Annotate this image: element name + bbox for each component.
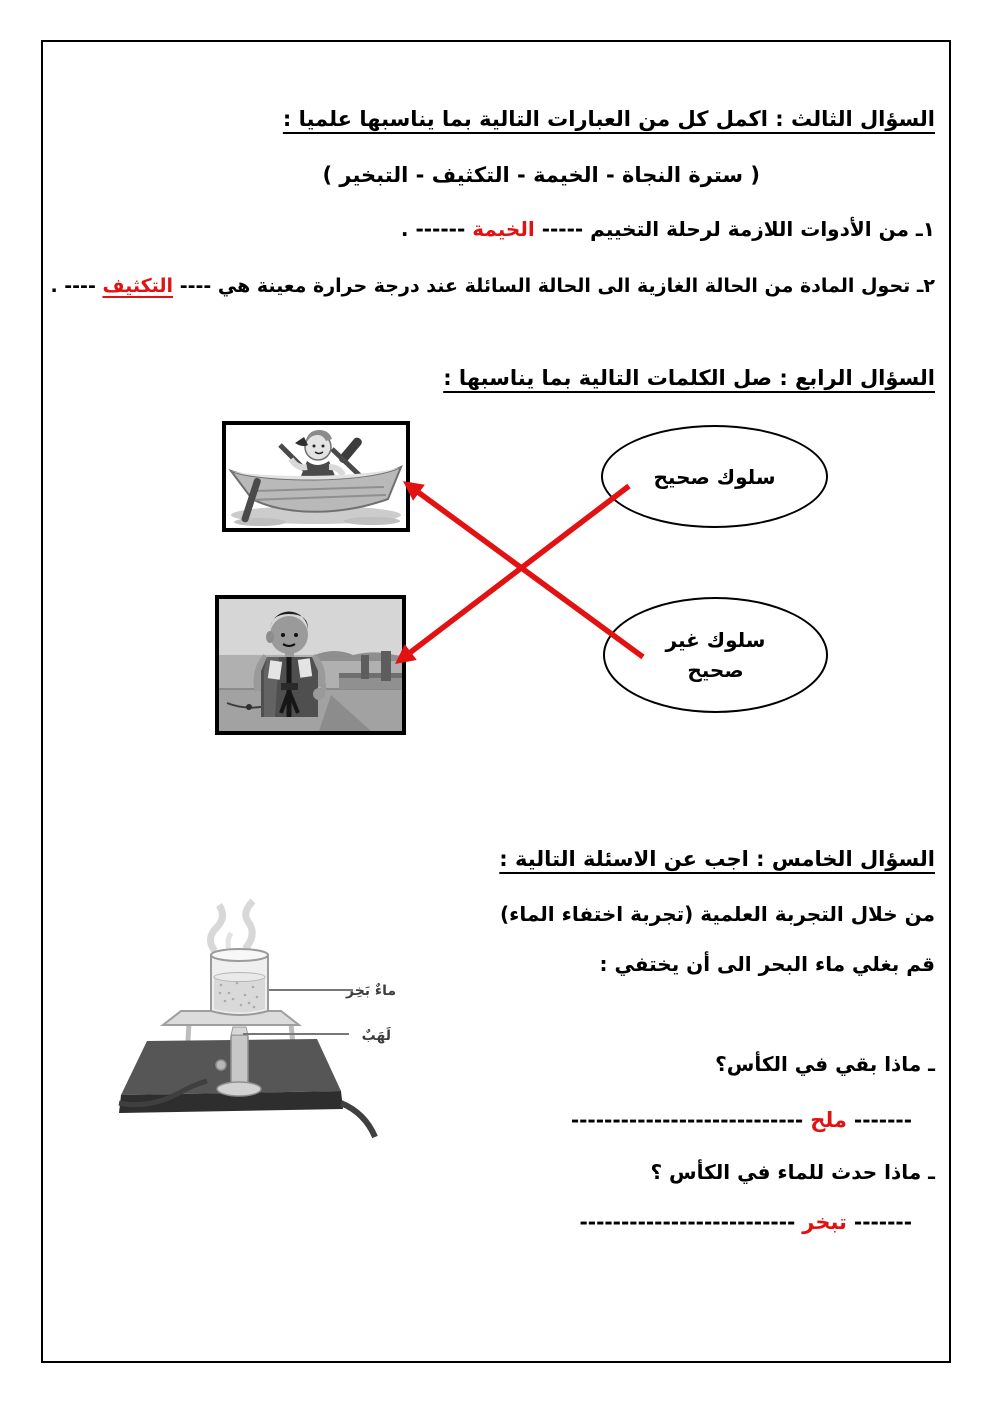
- q5-intro-1: من خلال التجربة العلمية (تجربة اختفاء الماء): [499, 902, 935, 926]
- q5-answer-2-word: تبخر: [802, 1210, 847, 1234]
- q5-title: السؤال الخامس : اجب عن الاسئلة التالية :: [499, 847, 935, 871]
- q3-item-1-answer: الخيمة: [472, 217, 535, 241]
- boy-rowing-boat-image: [222, 421, 410, 532]
- q3-item-1-text: ١ـ من الأدوات اللازمة لرحلة التخييم -----: [541, 217, 935, 241]
- q4-title: السؤال الرابع : صل الكلمات التالية بما يناسبها :: [443, 366, 935, 390]
- q3-item-1: [401, 217, 935, 241]
- q3-item-2-text: ٢ـ تحول المادة من الحالة الغازية الى الحالة السائلة عند درجة حرارة معينة هي ----: [179, 275, 935, 297]
- oval-correct-behavior: [601, 425, 828, 528]
- q5-answer-1-word: ملح: [810, 1108, 847, 1132]
- oval-incorrect-label-line1: سلوك غير: [665, 628, 766, 652]
- q3-item-2-blank: ---- .: [50, 275, 96, 297]
- q3-title: السؤال الثالث : اكمل كل من العبارات التالية بما يناسبها علميا :: [282, 107, 935, 131]
- q5-question-2: ـ ماذا حدث للماء في الكأس ؟: [650, 1160, 935, 1184]
- experiment-illustration: [103, 893, 398, 1148]
- life-jacket-illustration: [219, 599, 402, 731]
- q5-answer-2-dashes-left: --------------------------: [579, 1210, 796, 1234]
- q5-question-1: ـ ماذا بقي في الكأس؟: [715, 1052, 935, 1076]
- label-flame: لَهَبٌ: [361, 1028, 391, 1044]
- q5-answer-1-dashes-left: ----------------------------: [570, 1108, 804, 1132]
- q5-answer-2-dashes-right: -------: [853, 1210, 912, 1234]
- oval-incorrect-behavior: [603, 597, 828, 713]
- oval-correct-label: سلوك صحيح: [653, 464, 776, 489]
- q5-answer-1-dashes-right: -------: [853, 1108, 912, 1132]
- boiling-experiment-figure: [103, 893, 398, 1148]
- q5-answer-1: [571, 1108, 912, 1132]
- burner-icon: [231, 1035, 248, 1085]
- boy-life-jacket-image: [215, 595, 406, 735]
- label-water-vapor: ماءٌ بَخِر: [345, 983, 396, 999]
- boat-illustration: [226, 425, 406, 528]
- oval-incorrect-label-line2: صحيح: [687, 658, 744, 682]
- q5-intro-2: قم بغلي ماء البحر الى أن يختفي :: [599, 952, 935, 976]
- q3-word-bank: ( سترة النجاة - الخيمة - التكثيف - التبخير ): [322, 163, 760, 187]
- q3-item-2-answer: التكثيف: [102, 275, 174, 297]
- q5-answer-2: [579, 1210, 912, 1234]
- q3-item-1-blank: ------ .: [400, 217, 466, 241]
- q3-item-2: [50, 275, 935, 297]
